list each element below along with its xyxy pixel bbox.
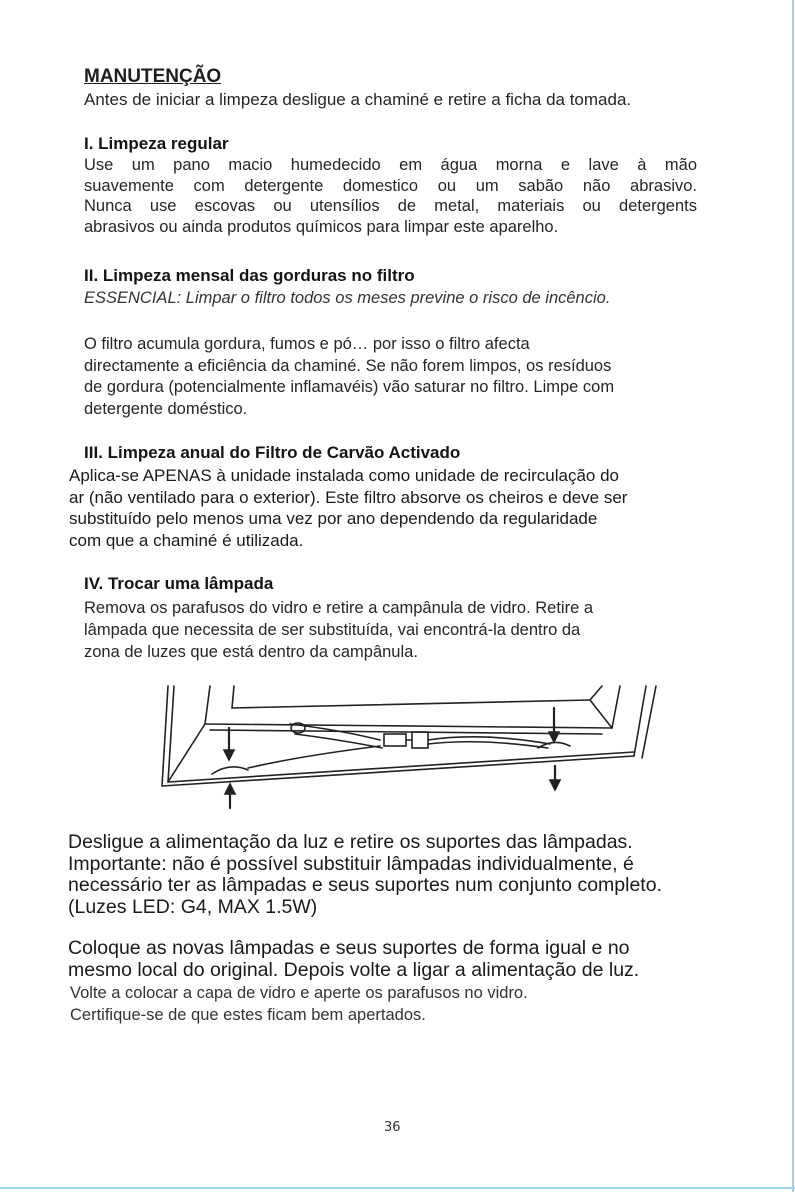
page-frame-right [792, 0, 794, 1192]
paragraph-c [70, 982, 528, 1026]
section4-heading: IV. Trocar uma lâmpada [84, 574, 274, 593]
intro-text: Antes de iniciar a limpeza desligue a chaminé e retire a ficha da tomada. [84, 90, 632, 109]
paragraph-c-line: Certifique-se de que estes ficam bem apertados. [70, 1006, 426, 1024]
section1-line: suavemente com detergente domestico ou um sabão não abrasivo. [84, 176, 697, 195]
paragraph-b-line: mesmo local do original. Depois volte a ligar a alimentação de luz. [68, 958, 640, 981]
paragraph-c-line: Volte a colocar a capa de vidro e aperte os parafusos no vidro. [70, 984, 528, 1002]
section4-line: Remova os parafusos do vidro e retire a campânula de vidro. Retire a [84, 599, 594, 617]
section1-line: Nunca use escovas ou utensílios de metal, materiais ou detergents [84, 197, 697, 215]
section2-note: ESSENCIAL: Limpar o filtro todos os meses previne o risco de incêncio. [84, 289, 611, 307]
section2-body [84, 334, 614, 420]
section4-line: zona de luzes que está dentro da campânula. [84, 643, 418, 661]
section3-line: Aplica-se APENAS à unidade instalada como unidade de recirculação do [69, 466, 620, 485]
section1-line: abrasivos ou ainda produtos químicos para limpar este aparelho. [84, 217, 559, 236]
section2-line: directamente a eficiência da chaminé. Se não forem limpos, os resíduos [84, 356, 612, 375]
paragraph-a-line: necessário ter as lâmpadas e seus suportes num conjunto completo. [68, 874, 662, 896]
section3-line: substituído pelo menos uma vez por ano dependendo da regularidade [69, 509, 598, 528]
section3-line: ar (não ventilado para o exterior). Este filtro absorve os cheiros e deve ser [69, 487, 628, 507]
section1-heading: I. Limpeza regular [84, 134, 229, 153]
section2-line: O filtro acumula gordura, fumos e pó… por isso o filtro afecta [84, 335, 530, 353]
section2-line: detergente doméstico. [84, 399, 248, 418]
section3-line: com que a chaminé é utilizada. [69, 530, 304, 550]
section1-line: Use um pano macio humedecido em água morna e lave à mão [84, 156, 697, 174]
paragraph-a [68, 832, 662, 918]
lamp-replacement-diagram-icon [150, 682, 670, 812]
section1-body [84, 155, 697, 237]
section2-heading: II. Limpeza mensal das gorduras no filtro [84, 266, 415, 285]
paragraph-a-line: (Luzes LED: G4, MAX 1.5W) [68, 895, 318, 918]
section3-heading: III. Limpeza anual do Filtro de Carvão Activado [84, 443, 461, 462]
paragraph-b-line: Coloque as novas lâmpadas e seus suportes de forma igual e no [68, 937, 630, 959]
paragraph-a-line: Importante: não é possível substituir lâmpadas individualmente, é [68, 852, 634, 875]
section4-line: lâmpada que necessita de ser substituída, vai encontrá-la dentro da [84, 621, 581, 639]
section3-body [69, 465, 627, 551]
page-title: MANUTENÇÃO [84, 66, 222, 87]
paragraph-b [68, 938, 639, 981]
page-number: 36 [384, 1120, 401, 1135]
paragraph-a-line: Desligue a alimentação da luz e retire os suportes das lâmpadas. [68, 831, 633, 853]
page-frame-bottom [0, 1187, 795, 1189]
section4-body [84, 597, 593, 663]
section2-line: de gordura (potencialmente inflamavéis) vão saturar no filtro. Limpe com [84, 378, 615, 396]
